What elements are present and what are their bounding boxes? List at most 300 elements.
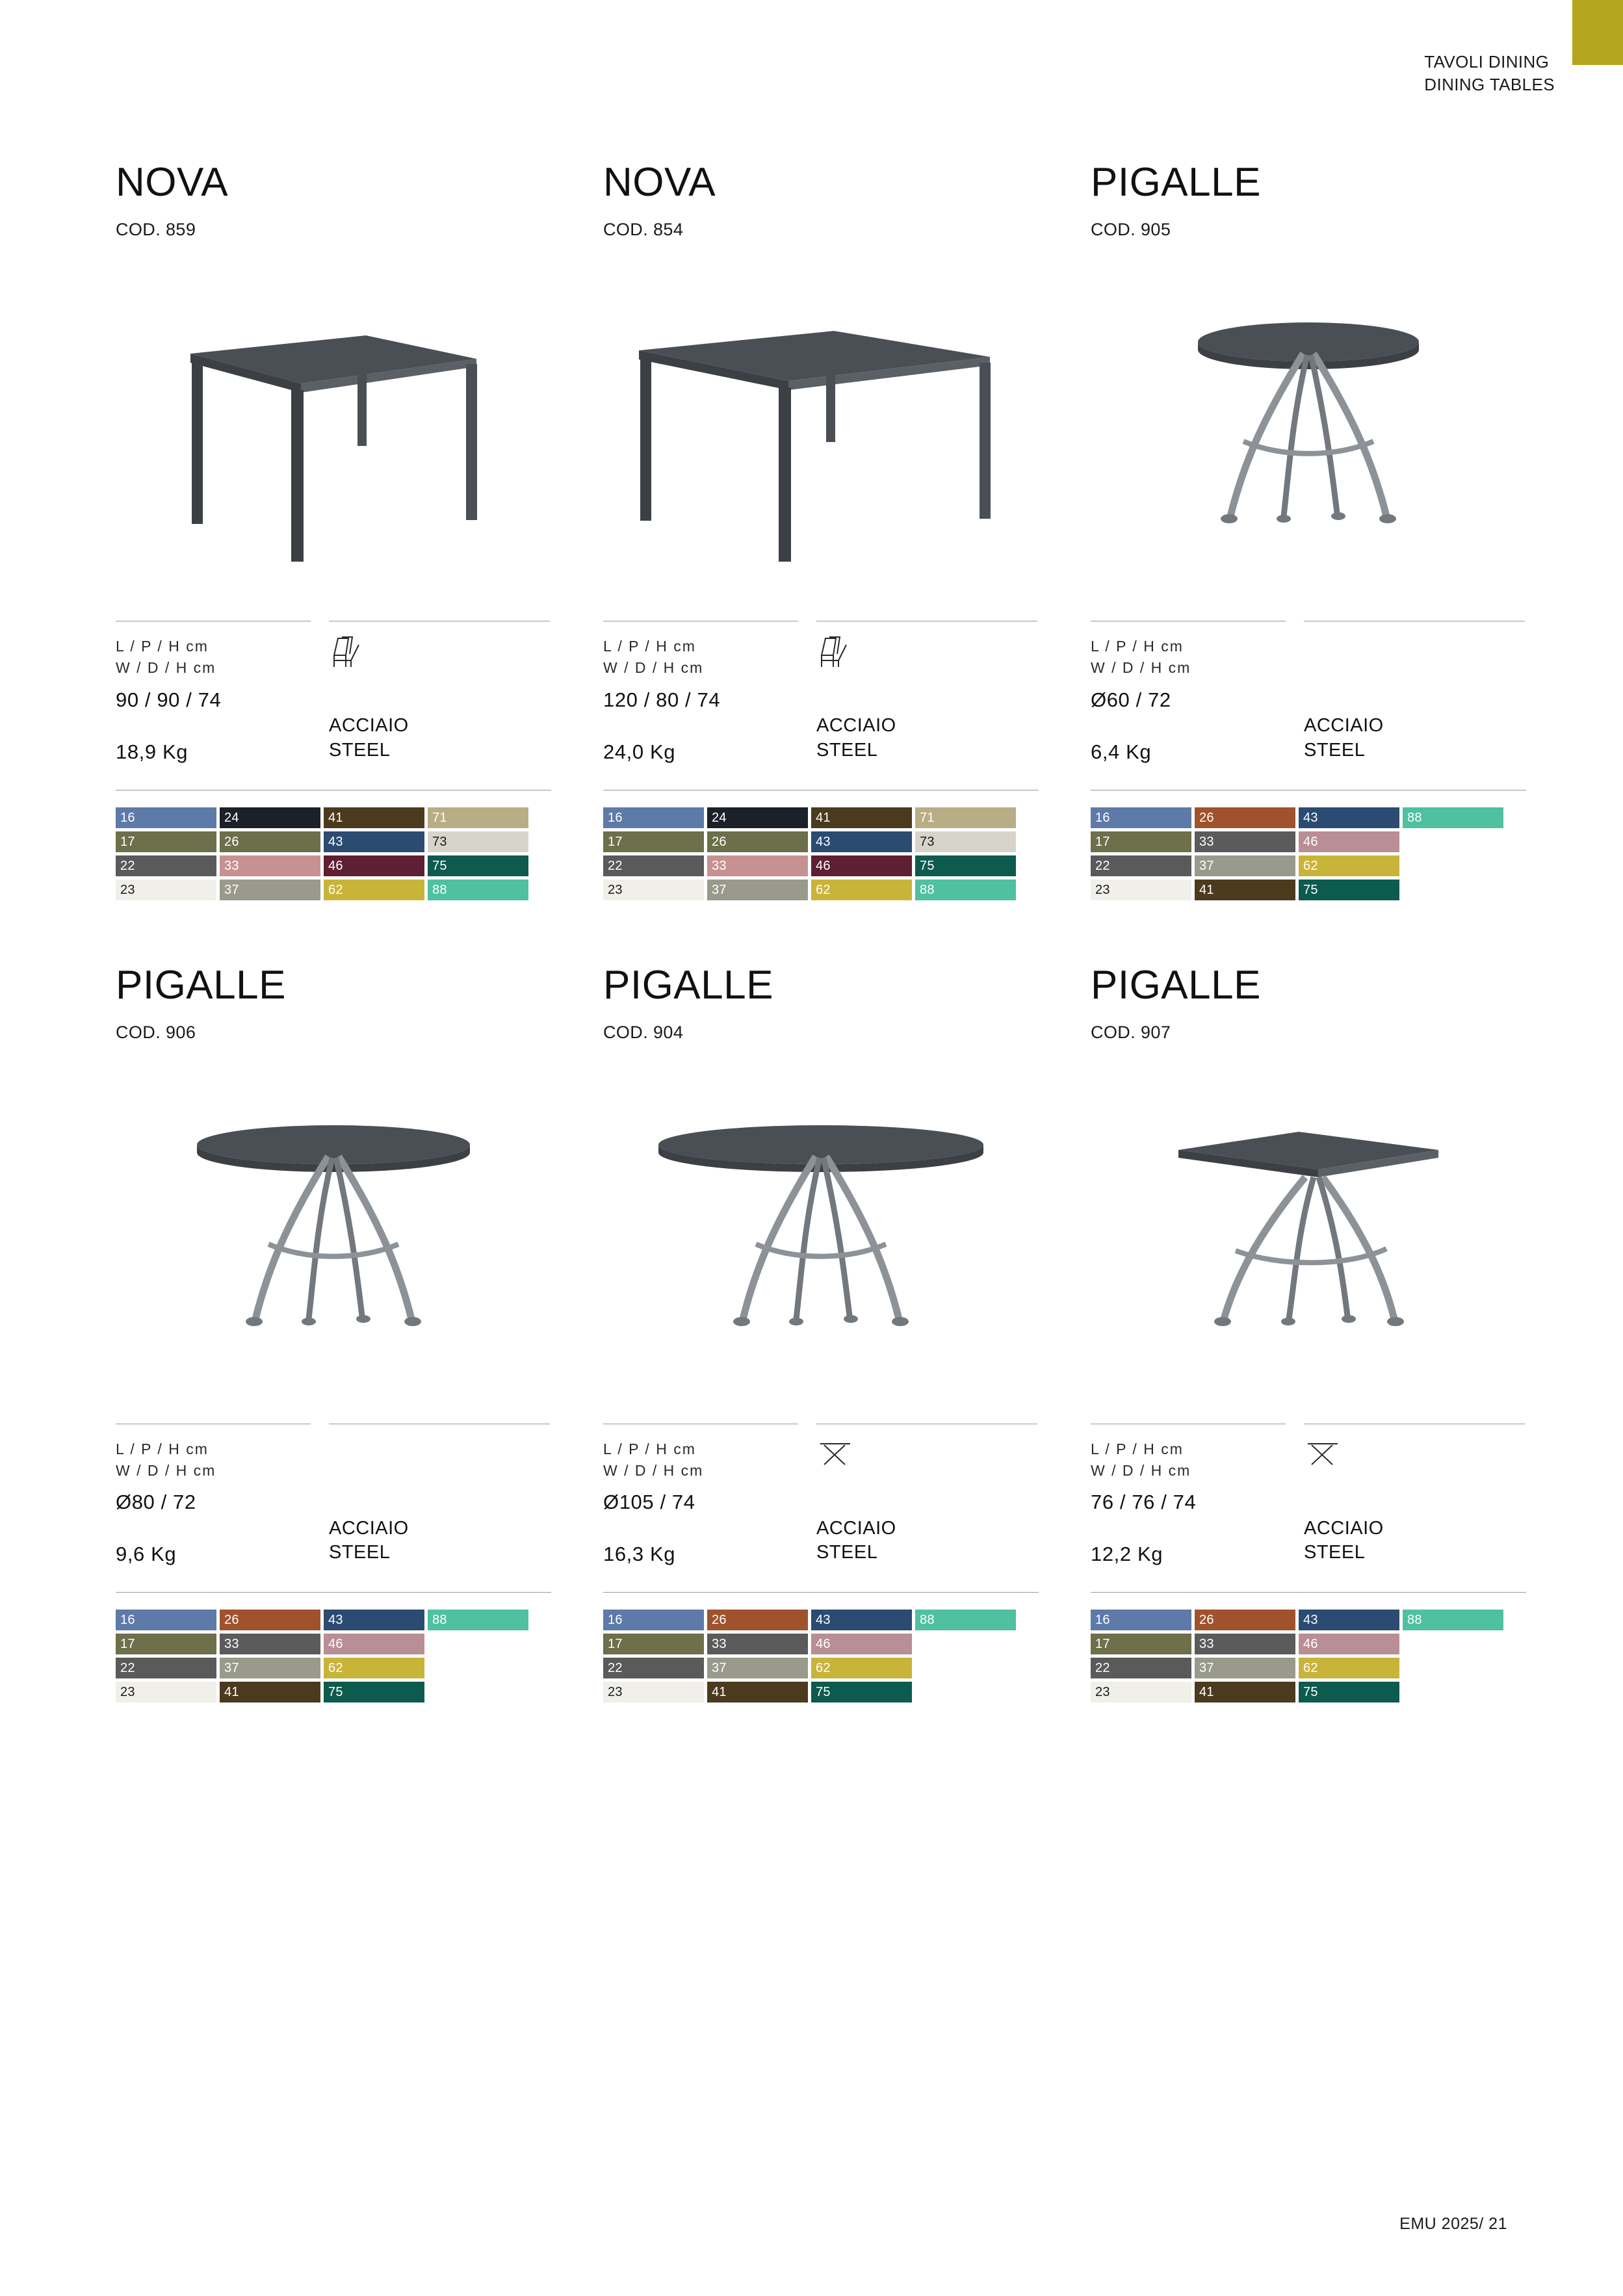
material-en: STEEL: [329, 739, 391, 761]
color-swatch-column: [811, 1610, 912, 1702]
color-swatch[interactable]: [707, 1658, 808, 1678]
color-swatch-code: 88: [1407, 1613, 1422, 1628]
unit-label-en: W / D / H cm: [116, 1462, 216, 1480]
color-swatch[interactable]: [603, 1634, 704, 1654]
product-code: COD. 854: [603, 220, 684, 239]
color-swatch[interactable]: [1299, 1634, 1399, 1654]
color-swatch[interactable]: [428, 807, 528, 828]
product-specs: [116, 621, 551, 764]
color-swatch-code: 22: [120, 858, 135, 873]
color-swatch[interactable]: [707, 855, 808, 876]
color-swatch-code: 22: [608, 1661, 623, 1676]
color-swatch-code: 75: [816, 1685, 831, 1700]
color-swatch[interactable]: [428, 1610, 528, 1630]
color-swatch[interactable]: [428, 880, 528, 900]
product-specs: [1091, 1424, 1526, 1567]
color-swatch-column: [220, 1610, 320, 1702]
color-swatch-code: 37: [1199, 1661, 1214, 1676]
product-title: NOVA: [603, 160, 716, 205]
color-swatch-column: [324, 807, 424, 900]
product-image: [1091, 259, 1526, 604]
color-swatch[interactable]: [603, 1658, 704, 1678]
color-swatch-code: 62: [816, 1661, 831, 1676]
spec-dimensions: [116, 1424, 311, 1567]
header-color-tab: [1572, 0, 1623, 65]
color-swatch-column: [428, 1610, 528, 1702]
product-card: [603, 160, 1039, 900]
product-code: COD. 859: [116, 220, 196, 239]
color-swatch-code: 17: [608, 834, 623, 849]
color-swatch-column: [116, 807, 216, 900]
material-it: ACCIAIO: [1304, 715, 1384, 736]
material-it: ACCIAIO: [1304, 1517, 1384, 1539]
color-swatch-code: 73: [432, 834, 447, 849]
page-header: [1424, 51, 1555, 96]
color-swatch-code: 17: [120, 1637, 135, 1652]
product-illustration: [1191, 302, 1425, 562]
color-swatch-column: [707, 1610, 808, 1702]
color-swatch[interactable]: [707, 831, 808, 852]
color-swatch-code: 24: [712, 810, 727, 825]
color-swatch[interactable]: [1091, 880, 1191, 900]
color-swatch[interactable]: [1195, 1634, 1295, 1654]
color-swatch[interactable]: [707, 1634, 808, 1654]
color-swatch-code: 75: [432, 858, 447, 873]
product-card: [603, 962, 1039, 1703]
spec-material: [329, 1424, 550, 1567]
color-swatch-code: 26: [712, 1613, 727, 1628]
material-label: [1304, 1517, 1525, 1565]
product-code: COD. 906: [116, 1022, 196, 1042]
product-title: PIGALLE: [116, 962, 286, 1008]
color-swatch[interactable]: [220, 807, 320, 828]
color-swatch-code: 17: [120, 834, 135, 849]
color-swatch[interactable]: [1091, 1682, 1191, 1702]
color-swatch-code: 43: [816, 834, 831, 849]
color-swatch-code: 43: [1303, 1613, 1318, 1628]
color-swatch-column: [707, 807, 808, 900]
color-swatch[interactable]: [324, 831, 424, 852]
material-label: [1304, 714, 1525, 763]
color-swatch-code: 75: [1303, 1685, 1318, 1700]
feature-icon-slot: [816, 1439, 1037, 1479]
spec-material: [1304, 1424, 1525, 1567]
color-swatch[interactable]: [811, 880, 912, 900]
color-swatch-column: [811, 807, 912, 900]
folding-table-icon: [816, 1439, 854, 1468]
product-card: [1091, 160, 1526, 900]
product-title: PIGALLE: [603, 962, 773, 1008]
color-swatch[interactable]: [707, 807, 808, 828]
color-swatch[interactable]: [915, 880, 1016, 900]
color-swatch[interactable]: [603, 807, 704, 828]
color-swatch[interactable]: [603, 831, 704, 852]
color-swatch[interactable]: [324, 1658, 424, 1678]
color-swatch-code: 46: [1303, 834, 1318, 849]
color-swatch[interactable]: [811, 831, 912, 852]
header-title-en: DINING TABLES: [1424, 75, 1555, 95]
color-swatch-code: 43: [1303, 810, 1318, 825]
color-swatch[interactable]: [324, 1634, 424, 1654]
color-swatch[interactable]: [1299, 880, 1399, 900]
color-swatch[interactable]: [603, 855, 704, 876]
color-swatch[interactable]: [220, 855, 320, 876]
product-illustration: [151, 302, 515, 562]
color-swatch[interactable]: [116, 880, 216, 900]
color-swatch[interactable]: [915, 807, 1016, 828]
color-swatch-code: 46: [1303, 1637, 1318, 1652]
color-swatch-code: 23: [608, 1685, 623, 1700]
color-swatch-column: [324, 1610, 424, 1702]
color-swatch[interactable]: [603, 880, 704, 900]
material-en: STEEL: [816, 1542, 878, 1563]
color-swatch-column: [1091, 1610, 1191, 1702]
color-swatch-code: 71: [920, 810, 935, 825]
color-swatch-code: 37: [712, 882, 727, 897]
color-swatches: [116, 790, 551, 900]
color-swatches: [116, 1592, 551, 1702]
color-swatch[interactable]: [428, 855, 528, 876]
color-swatch[interactable]: [1299, 807, 1399, 828]
color-swatch-code: 62: [328, 1661, 343, 1676]
color-swatch[interactable]: [428, 831, 528, 852]
color-swatch-column: [1403, 1610, 1503, 1702]
unit-label-en: W / D / H cm: [603, 659, 704, 677]
color-swatch-code: 75: [1303, 882, 1318, 897]
color-swatch[interactable]: [1091, 855, 1191, 876]
product-title: PIGALLE: [1091, 160, 1261, 205]
spec-dimensions: [1091, 1424, 1286, 1567]
color-swatch-code: 22: [1095, 858, 1110, 873]
color-swatch-code: 46: [816, 1637, 831, 1652]
color-swatch-code: 17: [608, 1637, 623, 1652]
product-grid: [116, 160, 1513, 1702]
spec-material: [816, 621, 1037, 764]
color-swatch[interactable]: [1299, 1658, 1399, 1678]
unit-label-it: L / P / H cm: [1091, 1440, 1184, 1457]
unit-label-en: W / D / H cm: [1091, 659, 1191, 677]
dimension-value: 76 / 76 / 74: [1091, 1491, 1197, 1514]
product-specs: [1091, 621, 1526, 764]
color-swatch[interactable]: [811, 807, 912, 828]
product-specs: [603, 1424, 1039, 1567]
color-swatch[interactable]: [603, 1610, 704, 1630]
weight-value: 12,2 Kg: [1091, 1543, 1163, 1566]
stacking-chair-icon: [816, 636, 854, 670]
color-swatch-code: 33: [1199, 1637, 1214, 1652]
color-swatch[interactable]: [1299, 855, 1399, 876]
color-swatch-code: 17: [1095, 834, 1110, 849]
material-it: ACCIAIO: [329, 1517, 409, 1539]
color-swatch[interactable]: [220, 880, 320, 900]
product-title: PIGALLE: [1091, 962, 1261, 1008]
unit-label-it: L / P / H cm: [116, 1440, 209, 1457]
product-image: [116, 259, 551, 604]
spec-material: [329, 621, 550, 764]
unit-label-it: L / P / H cm: [603, 1440, 696, 1457]
dimension-value: Ø60 / 72: [1091, 688, 1171, 711]
color-swatch-column: [1091, 807, 1191, 900]
color-swatch-column: [1403, 807, 1503, 900]
color-swatch[interactable]: [324, 807, 424, 828]
color-swatch-code: 37: [224, 882, 239, 897]
color-swatch-code: 16: [1095, 1613, 1110, 1628]
color-swatch-code: 88: [920, 882, 935, 897]
spec-dimensions: [603, 621, 798, 764]
color-swatch-code: 26: [224, 834, 239, 849]
color-swatch-code: 22: [608, 858, 623, 873]
color-swatch-code: 22: [120, 1661, 135, 1676]
weight-value: 6,4 Kg: [1091, 740, 1152, 763]
product-illustration: [190, 1104, 476, 1364]
spec-dimensions: [1091, 621, 1286, 764]
color-swatch-code: 62: [816, 882, 831, 897]
color-swatch[interactable]: [324, 880, 424, 900]
color-swatch-code: 16: [1095, 810, 1110, 825]
unit-label-it: L / P / H cm: [1091, 638, 1184, 655]
color-swatch[interactable]: [811, 1658, 912, 1678]
material-it: ACCIAIO: [816, 715, 896, 736]
weight-value: 16,3 Kg: [603, 1543, 676, 1566]
color-swatch[interactable]: [1195, 807, 1295, 828]
feature-icon-slot: [1304, 636, 1525, 676]
color-swatch-code: 41: [1199, 1685, 1214, 1700]
color-swatches: [603, 1592, 1039, 1702]
color-swatch-code: 88: [920, 1613, 935, 1628]
unit-label-it: L / P / H cm: [116, 638, 209, 655]
material-en: STEEL: [329, 1542, 391, 1563]
product-code: COD. 904: [603, 1022, 684, 1042]
spec-dimensions: [603, 1424, 798, 1567]
color-swatch-column: [1195, 1610, 1295, 1702]
color-swatch[interactable]: [811, 1682, 912, 1702]
spec-material: [816, 1424, 1037, 1567]
color-swatch[interactable]: [811, 855, 912, 876]
color-swatch-code: 43: [328, 834, 343, 849]
color-swatch-code: 23: [1095, 882, 1110, 897]
product-card: [1091, 962, 1526, 1703]
material-en: STEEL: [1304, 739, 1366, 761]
color-swatch[interactable]: [116, 807, 216, 828]
spec-dimensions: [116, 621, 311, 764]
color-swatch-code: 41: [224, 1685, 239, 1700]
color-swatch[interactable]: [1195, 1658, 1295, 1678]
color-swatch-code: 46: [816, 858, 831, 873]
color-swatch-code: 26: [712, 834, 727, 849]
color-swatch[interactable]: [811, 1610, 912, 1630]
material-it: ACCIAIO: [816, 1517, 896, 1539]
product-image: [116, 1062, 551, 1407]
feature-icon-slot: [1304, 1439, 1525, 1479]
weight-value: 9,6 Kg: [116, 1543, 177, 1566]
material-label: [816, 1517, 1037, 1565]
color-swatch[interactable]: [1299, 831, 1399, 852]
product-specs: [116, 1424, 551, 1567]
color-swatch[interactable]: [1195, 880, 1295, 900]
product-illustration: [626, 302, 1016, 562]
color-swatch-column: [915, 807, 1016, 900]
color-swatch[interactable]: [707, 880, 808, 900]
color-swatch-code: 26: [1199, 1613, 1214, 1628]
material-en: STEEL: [1304, 1542, 1366, 1563]
color-swatch[interactable]: [811, 1634, 912, 1654]
color-swatch-code: 23: [120, 882, 135, 897]
dimension-value: 90 / 90 / 74: [116, 688, 222, 711]
color-swatch-column: [603, 1610, 704, 1702]
color-swatch-code: 33: [712, 858, 727, 873]
color-swatch-code: 16: [120, 810, 135, 825]
color-swatch[interactable]: [220, 1682, 320, 1702]
color-swatch[interactable]: [220, 831, 320, 852]
color-swatch-code: 24: [224, 810, 239, 825]
color-swatch-code: 71: [432, 810, 447, 825]
color-swatch-column: [220, 807, 320, 900]
color-swatch-code: 23: [1095, 1685, 1110, 1700]
material-it: ACCIAIO: [329, 715, 409, 736]
color-swatch-code: 41: [328, 810, 343, 825]
color-swatch-code: 33: [712, 1637, 727, 1652]
color-swatch-code: 88: [1407, 810, 1422, 825]
color-swatch[interactable]: [324, 1610, 424, 1630]
product-image: [603, 259, 1039, 604]
color-swatch-code: 23: [608, 882, 623, 897]
color-swatches: [603, 790, 1039, 900]
color-swatch-code: 46: [328, 858, 343, 873]
color-swatch[interactable]: [220, 1634, 320, 1654]
color-swatch[interactable]: [116, 1610, 216, 1630]
color-swatch-code: 33: [224, 858, 239, 873]
product-code: COD. 907: [1091, 1022, 1171, 1042]
spec-material: [1304, 621, 1525, 764]
color-swatch[interactable]: [707, 1610, 808, 1630]
color-swatch-code: 43: [328, 1613, 343, 1628]
product-title: NOVA: [116, 160, 229, 205]
feature-icon-slot: [816, 636, 1037, 676]
page-footer: EMU 2025/ 21: [1399, 2215, 1507, 2233]
product-specs: [603, 621, 1039, 764]
color-swatch-code: 16: [120, 1613, 135, 1628]
stacking-chair-icon: [329, 636, 367, 670]
material-label: [816, 714, 1037, 763]
color-swatch-code: 62: [1303, 1661, 1318, 1676]
product-image: [1091, 1062, 1526, 1407]
color-swatch-column: [116, 1610, 216, 1702]
product-image: [603, 1062, 1039, 1407]
header-title-it: TAVOLI DINING: [1424, 52, 1550, 72]
product-code: COD. 905: [1091, 220, 1171, 239]
color-swatch[interactable]: [116, 855, 216, 876]
color-swatch[interactable]: [220, 1658, 320, 1678]
color-swatch-code: 17: [1095, 1637, 1110, 1652]
color-swatch-code: 88: [432, 1613, 447, 1628]
color-swatch-code: 62: [328, 882, 343, 897]
color-swatch[interactable]: [915, 855, 1016, 876]
folding-table-icon: [1304, 1439, 1342, 1468]
unit-label-it: L / P / H cm: [603, 638, 696, 655]
color-swatch[interactable]: [1403, 807, 1503, 828]
dimension-value: Ø105 / 74: [603, 1491, 695, 1514]
color-swatch-code: 88: [432, 882, 447, 897]
color-swatch-code: 41: [816, 810, 831, 825]
color-swatch[interactable]: [915, 831, 1016, 852]
weight-value: 24,0 Kg: [603, 740, 676, 763]
color-swatch[interactable]: [116, 1682, 216, 1702]
color-swatch-column: [915, 1610, 1016, 1702]
color-swatch-code: 75: [920, 858, 935, 873]
color-swatch[interactable]: [1195, 1610, 1295, 1630]
dimension-value: Ø80 / 72: [116, 1491, 196, 1514]
color-swatch[interactable]: [116, 1658, 216, 1678]
color-swatch-code: 37: [712, 1661, 727, 1676]
color-swatch[interactable]: [1195, 855, 1295, 876]
color-swatch-column: [1195, 807, 1295, 900]
color-swatch[interactable]: [915, 1610, 1016, 1630]
color-swatch-column: [603, 807, 704, 900]
color-swatch[interactable]: [1091, 831, 1191, 852]
color-swatch-code: 75: [328, 1685, 343, 1700]
color-swatch[interactable]: [116, 1634, 216, 1654]
product-illustration: [652, 1104, 990, 1364]
color-swatch[interactable]: [324, 855, 424, 876]
material-en: STEEL: [816, 739, 878, 761]
color-swatch-code: 37: [1199, 858, 1214, 873]
color-swatch[interactable]: [324, 1682, 424, 1702]
color-swatch-code: 22: [1095, 1661, 1110, 1676]
color-swatch[interactable]: [1403, 1610, 1503, 1630]
color-swatch[interactable]: [1195, 1682, 1295, 1702]
color-swatch-column: [428, 807, 528, 900]
product-card: [116, 962, 551, 1703]
color-swatch[interactable]: [220, 1610, 320, 1630]
color-swatch[interactable]: [1091, 1658, 1191, 1678]
color-swatch-code: 33: [224, 1637, 239, 1652]
material-label: [329, 714, 550, 763]
unit-label-en: W / D / H cm: [116, 659, 216, 677]
color-swatch-code: 16: [608, 1613, 623, 1628]
color-swatch-code: 41: [712, 1685, 727, 1700]
color-swatch[interactable]: [1091, 807, 1191, 828]
color-swatch[interactable]: [1091, 1610, 1191, 1630]
color-swatch[interactable]: [1091, 1634, 1191, 1654]
color-swatch[interactable]: [603, 1682, 704, 1702]
color-swatch-code: 62: [1303, 858, 1318, 873]
color-swatch-code: 46: [328, 1637, 343, 1652]
color-swatch-code: 43: [816, 1613, 831, 1628]
color-swatch-code: 33: [1199, 834, 1214, 849]
color-swatch-code: 23: [120, 1685, 135, 1700]
color-swatch[interactable]: [116, 831, 216, 852]
color-swatch[interactable]: [707, 1682, 808, 1702]
color-swatch[interactable]: [1195, 831, 1295, 852]
color-swatch[interactable]: [1299, 1610, 1399, 1630]
color-swatch-code: 37: [224, 1661, 239, 1676]
product-card: [116, 160, 551, 900]
unit-label-en: W / D / H cm: [603, 1462, 704, 1480]
weight-value: 18,9 Kg: [116, 740, 188, 763]
color-swatch-column: [1299, 807, 1399, 900]
color-swatch-code: 41: [1199, 882, 1214, 897]
color-swatches: [1091, 1592, 1526, 1702]
unit-label-en: W / D / H cm: [1091, 1462, 1191, 1480]
feature-icon-slot: [329, 636, 550, 676]
color-swatch[interactable]: [1299, 1682, 1399, 1702]
dimension-value: 120 / 80 / 74: [603, 688, 721, 711]
color-swatch-code: 73: [920, 834, 935, 849]
feature-icon-slot: [329, 1439, 550, 1479]
color-swatch-code: 26: [224, 1613, 239, 1628]
color-swatch-code: 26: [1199, 810, 1214, 825]
product-illustration: [1159, 1104, 1458, 1364]
